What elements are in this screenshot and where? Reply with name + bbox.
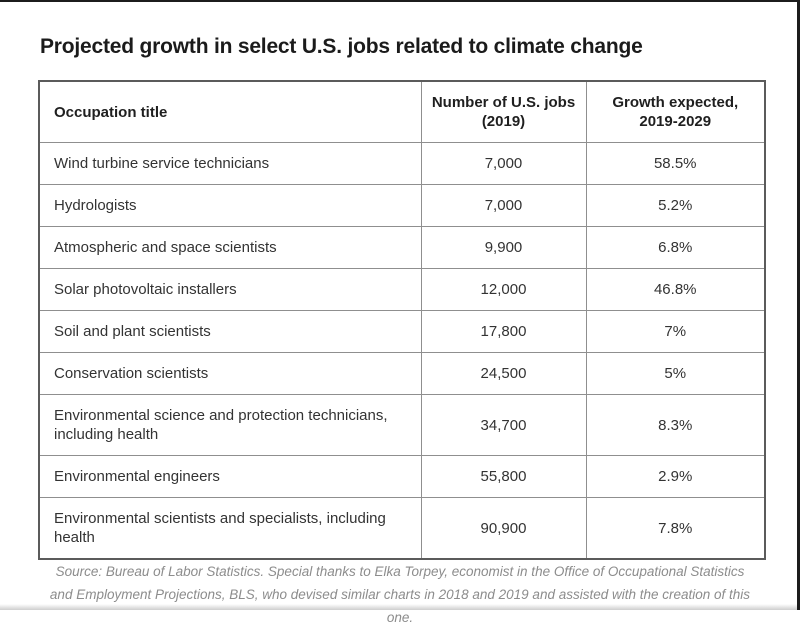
table-row <box>39 185 765 227</box>
table-row <box>39 311 765 353</box>
occupation-cell: Environmental science and protection technicians, including health <box>39 395 421 456</box>
table-row <box>39 395 765 456</box>
jobs-table-container <box>38 80 766 560</box>
occupation-cell: Environmental scientists and specialists, including health <box>39 498 421 560</box>
jobs-cell: 7,000 <box>421 143 586 185</box>
growth-cell: 5.2% <box>586 185 765 227</box>
occupation-cell: Wind turbine service technicians <box>39 143 421 185</box>
occupation-cell: Solar photovoltaic installers <box>39 269 421 311</box>
growth-cell: 7% <box>586 311 765 353</box>
jobs-cell: 9,900 <box>421 227 586 269</box>
growth-cell: 5% <box>586 353 765 395</box>
table-row <box>39 269 765 311</box>
table-row <box>39 353 765 395</box>
jobs-cell: 90,900 <box>421 498 586 560</box>
jobs-table <box>38 80 766 560</box>
occupation-cell: Hydrologists <box>39 185 421 227</box>
growth-cell: 2.9% <box>586 456 765 498</box>
occupation-cell: Atmospheric and space scientists <box>39 227 421 269</box>
table-row <box>39 498 765 560</box>
page-title: Projected growth in select U.S. jobs related to climate change <box>40 35 643 59</box>
header-growth-expected: Growth expected, 2019-2029 <box>586 81 765 143</box>
header-occupation-title: Occupation title <box>39 81 421 143</box>
growth-cell: 46.8% <box>586 269 765 311</box>
jobs-cell: 12,000 <box>421 269 586 311</box>
source-note: Source: Bureau of Labor Statistics. Special thanks to Elka Torpey, economist in the Office of Occupational Statistics and Employment Projections, BLS, who devised similar charts in 2018 and 2019 and assisted with the creation of this one. <box>49 564 751 625</box>
table-row <box>39 143 765 185</box>
jobs-cell: 55,800 <box>421 456 586 498</box>
growth-cell: 8.3% <box>586 395 765 456</box>
header-number-of-jobs: Number of U.S. jobs (2019) <box>421 81 586 143</box>
jobs-cell: 24,500 <box>421 353 586 395</box>
growth-cell: 7.8% <box>586 498 765 560</box>
jobs-cell: 34,700 <box>421 395 586 456</box>
window-top-edge <box>0 0 800 2</box>
growth-cell: 6.8% <box>586 227 765 269</box>
occupation-cell: Environmental engineers <box>39 456 421 498</box>
table-header-row <box>39 81 765 143</box>
table-row <box>39 456 765 498</box>
occupation-cell: Conservation scientists <box>39 353 421 395</box>
jobs-cell: 7,000 <box>421 185 586 227</box>
occupation-cell: Soil and plant scientists <box>39 311 421 353</box>
table-row <box>39 227 765 269</box>
growth-cell: 58.5% <box>586 143 765 185</box>
jobs-cell: 17,800 <box>421 311 586 353</box>
